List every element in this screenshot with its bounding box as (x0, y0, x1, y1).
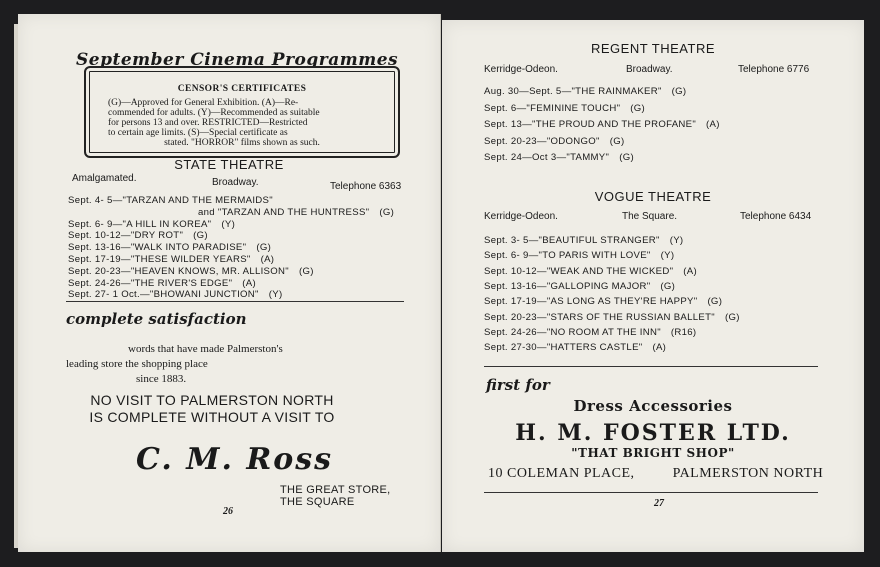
programme-certificate: (G) (724, 311, 740, 323)
programme-certificate: (Y) (669, 235, 684, 246)
programme-certificate: (G) (671, 86, 687, 97)
programme-row (68, 242, 271, 253)
regent-theatre-street: Broadway. (626, 64, 673, 75)
programme-certificate: (A) (242, 277, 256, 289)
programme-row (68, 195, 283, 206)
programme-title: "ODONGO" (546, 135, 600, 147)
programme-certificate: (R16) (670, 326, 697, 338)
programme-title: "THE PROUD AND THE PROFANE" (532, 119, 697, 130)
programme-row (68, 230, 208, 241)
programme-certificate: (G) (379, 206, 395, 218)
ad-address-town: PALMERSTON NORTH (672, 466, 824, 481)
page-number: 26 (223, 506, 233, 517)
programme-row (484, 342, 666, 353)
ad-company-name: H. M. FOSTER LTD. (515, 420, 791, 446)
programme-dates: Sept. 27- 1 Oct.— (68, 289, 150, 301)
programme-row (68, 219, 235, 230)
programme-title: "STARS OF THE RUSSIAN BALLET" (546, 311, 715, 323)
vogue-theatre-street: The Square. (622, 211, 678, 222)
state-theatre-street: Broadway. (212, 177, 259, 188)
divider (484, 366, 818, 367)
programme-title: "GALLOPING MAJOR" (546, 280, 651, 292)
ross-logo: C. M. Ross (136, 442, 334, 477)
programme-title: "HATTERS CASTLE" (546, 342, 643, 354)
ad-words-line: since 1883. (136, 373, 187, 385)
programme-dates: Sept. 13— (484, 119, 533, 130)
programme-certificate: (G) (630, 102, 646, 114)
programme-title: "WALK INTO PARADISE" (130, 242, 247, 254)
programme-certificate: (G) (660, 280, 676, 292)
programme-title: "BHOWANI JUNCTION" (149, 289, 259, 301)
programme-dates: Sept. 13-16— (68, 242, 131, 254)
state-theatre-group: Amalgamated. (72, 173, 137, 184)
censor-text (108, 98, 376, 148)
programme-title: "THE RIVER'S EDGE" (130, 277, 233, 289)
programme-title: "WEAK AND THE WICKED" (546, 265, 674, 277)
programme-row (68, 278, 256, 289)
vogue-theatre-heading: VOGUE THEATRE (594, 189, 712, 204)
ad-words (58, 342, 358, 387)
programme-title: "A HILL IN KOREA" (122, 218, 212, 230)
programme-dates: Sept. 20-23— (484, 135, 547, 147)
ad-novisit-line: NO VISIT TO PALMERSTON NORTH (90, 392, 334, 408)
programme-row (484, 86, 686, 97)
ad-tagline-line: THE GREAT STORE, (280, 484, 391, 496)
programme-row (484, 281, 675, 292)
programme-title: "FEMININE TOUCH" (526, 102, 621, 114)
programme-title: "TAMMY" (566, 152, 610, 163)
censor-line: stated. "HORROR" films shown as such. (164, 138, 320, 148)
censor-certificates-box (84, 66, 400, 158)
regent-theatre-heading: REGENT THEATRE (590, 41, 716, 56)
programme-dates: Sept. 24-26— (484, 326, 547, 338)
programme-certificate: (Y) (221, 218, 236, 230)
programme-certificate: (G) (256, 242, 272, 254)
programme-row (484, 312, 740, 323)
ad-shop-tagline: "THAT BRIGHT SHOP" (571, 446, 735, 460)
programme-title: "DRY ROT" (130, 230, 184, 242)
programme-certificate: (G) (619, 152, 634, 163)
censor-line: (G)—Approved for General Exhibition. (A)—Re- (108, 98, 299, 108)
vogue-theatre-group: Kerridge-Odeon. (484, 211, 558, 222)
state-theatre-heading: STATE THEATRE (174, 157, 284, 172)
programme-dates: Sept. 24-26— (68, 277, 131, 289)
programme-title: "AS LONG AS THEY'RE HAPPY" (546, 296, 698, 308)
programme-certificate: (G) (298, 265, 314, 277)
programme-dates: Sept. 24—Oct 3— (484, 152, 567, 163)
programme-dates: Sept. 3- 5— (484, 235, 539, 246)
programme-title: "THE RAINMAKER" (571, 86, 662, 97)
censor-heading: CENSOR'S CERTIFICATES (177, 84, 307, 94)
programme-certificate: (A) (260, 254, 275, 265)
programme-row (484, 266, 697, 277)
ad-novisit-line: IS COMPLETE WITHOUT A VISIT TO (89, 409, 335, 425)
programme-row (484, 119, 720, 130)
regent-theatre-group: Kerridge-Odeon. (484, 64, 558, 75)
programme-row (484, 152, 634, 163)
right-page (442, 20, 864, 552)
programme-certificate: (G) (707, 296, 723, 308)
left-page (18, 14, 441, 552)
ad-dress-accessories: Dress Accessories (573, 397, 733, 415)
programme-row (68, 289, 282, 300)
divider (484, 492, 818, 493)
censor-line: commended for adults. (Y)—Recommended as suitable (108, 108, 320, 118)
ad-tagline-line: THE SQUARE (280, 496, 355, 508)
programme-row (68, 266, 314, 277)
ad-novisit (62, 392, 362, 426)
programme-title: "THESE WILDER YEARS" (130, 254, 251, 265)
state-theatre-phone: Telephone 6363 (330, 181, 402, 192)
programme-row (68, 254, 274, 265)
programme-title: "NO ROOM AT THE INN" (546, 326, 661, 338)
vogue-theatre-phone: Telephone 6434 (740, 211, 812, 222)
regent-theatre-phone: Telephone 6776 (738, 64, 810, 75)
programme-dates: Sept. 20-23— (484, 311, 547, 323)
divider (66, 301, 404, 302)
programme-dates: Sept. 13-16— (484, 280, 547, 292)
programme-row (484, 103, 645, 114)
programme-dates: Sept. 6- 9— (484, 250, 539, 262)
programme-certificate: (G) (609, 135, 625, 147)
programme-dates: Sept. 4- 5— (68, 195, 123, 206)
programme-dates: Sept. 6- 9— (68, 218, 123, 230)
programme-title: "TARZAN AND THE MERMAIDS" (122, 195, 273, 206)
programme-dates: Sept. 6— (484, 102, 527, 114)
programme-certificate: (G) (193, 230, 208, 242)
programme-title: "HEAVEN KNOWS, MR. ALLISON" (130, 265, 289, 277)
programme-title: and "TARZAN AND THE HUNTRESS" (198, 206, 370, 218)
programme-dates: Aug. 30—Sept. 5— (484, 86, 572, 97)
ad-words-line: words that have made Palmerston's (128, 343, 283, 355)
programme-title: "BEAUTIFUL STRANGER" (538, 235, 660, 246)
programme-dates: Sept. 27-30— (484, 342, 547, 354)
ad-address (488, 466, 823, 482)
programme-dates: Sept. 20-23— (68, 265, 131, 277)
ad-tagline (280, 484, 391, 508)
censor-line: to certain age limits. (S)—Special certificate as (108, 128, 288, 138)
censor-line: for persons 13 and over. RESTRICTED—Restricted (108, 118, 308, 128)
ad-address-street: 10 COLEMAN PLACE, (488, 466, 635, 481)
ad-heading: complete satisfaction (66, 310, 247, 328)
programme-row (484, 235, 683, 246)
ad-words-line: leading store the shopping place (66, 358, 208, 370)
programme-certificate (273, 195, 283, 206)
programme-title: "TO PARIS WITH LOVE" (538, 250, 651, 262)
programme-row (484, 296, 722, 307)
programme-dates: Sept. 10-12— (484, 265, 547, 277)
programme-certificate: (Y) (660, 250, 675, 262)
programme-row (68, 207, 394, 218)
programme-row (484, 250, 674, 261)
programme-dates: Sept. 10-12— (68, 230, 131, 242)
programme-row (484, 136, 625, 147)
programme-row (484, 327, 696, 338)
programme-dates: Sept. 17-19— (484, 296, 547, 308)
programme-certificate: (A) (683, 265, 697, 277)
programme-dates: Sept. 17-19— (68, 254, 131, 265)
page-title: September Cinema Programmes (76, 50, 399, 70)
page-number: 27 (654, 498, 664, 509)
programme-certificate: (A) (706, 119, 720, 130)
programme-certificate: (Y) (268, 289, 283, 301)
programme-certificate: (A) (652, 342, 667, 354)
ad-first-for: first for (486, 376, 550, 394)
